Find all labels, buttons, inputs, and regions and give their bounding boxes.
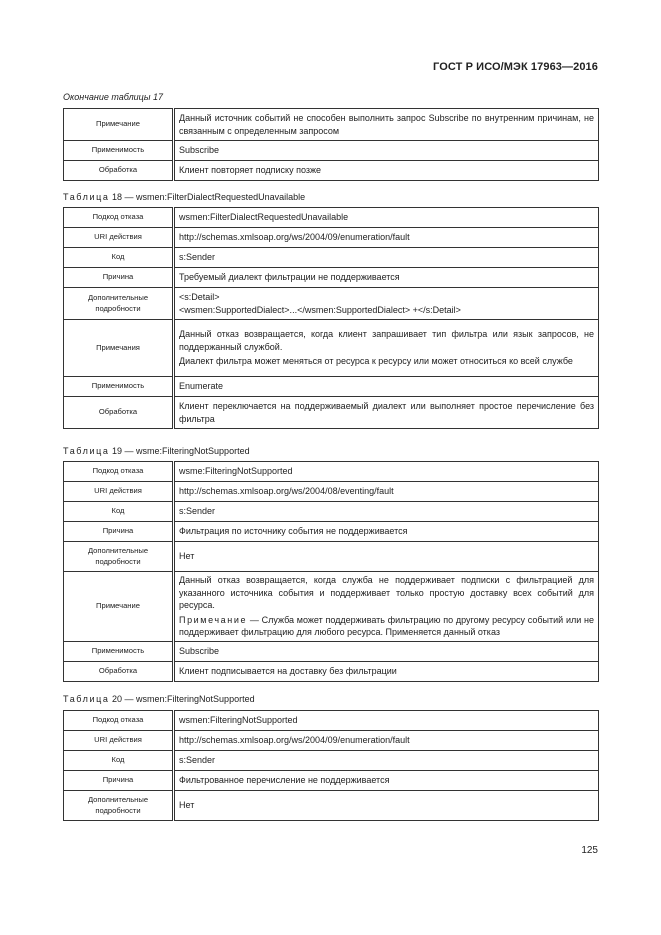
row-label: Дополнительные подробности xyxy=(64,791,174,821)
row-value: Клиент подписывается на доставку без фильтрации xyxy=(174,662,599,682)
row-value xyxy=(174,572,599,642)
row-value: s:Sender xyxy=(174,751,599,771)
table-19 xyxy=(63,461,599,682)
row-label: Причина xyxy=(64,268,174,288)
row-value: Данный источник событий не способен выполнить запрос Subscribe по внутренним причинам, не связанным с определенным запросом xyxy=(174,109,599,141)
table-row xyxy=(64,662,599,682)
row-label: Подкод отказа xyxy=(64,208,174,228)
row-label: URI действия xyxy=(64,482,174,502)
row-label: Дополнительные подробности xyxy=(64,542,174,572)
row-value: Фильтрация по источнику события не поддерживается xyxy=(174,522,599,542)
row-label: Код xyxy=(64,502,174,522)
row-value: s:Sender xyxy=(174,502,599,522)
row-label: Примечание xyxy=(64,109,174,141)
document-header: ГОСТ Р ИСО/МЭК 17963—2016 xyxy=(433,61,598,73)
row-label: Примечание xyxy=(64,572,174,642)
row-label: Подкод отказа xyxy=(64,711,174,731)
row-label: Причина xyxy=(64,771,174,791)
row-label: Подкод отказа xyxy=(64,462,174,482)
caption-text: 19 — wsme:FilteringNotSupported xyxy=(112,446,250,456)
note-word: Примечание xyxy=(179,614,248,625)
table17-caption: Окончание таблицы 17 xyxy=(63,92,163,102)
table-18 xyxy=(63,207,599,429)
row-value: wsmen:FilteringNotSupported xyxy=(174,711,599,731)
table19-caption xyxy=(63,446,250,456)
table-row xyxy=(64,161,599,181)
table-row xyxy=(64,711,599,731)
detail-line-2: <wsmen:SupportedDialect>...</wsmen:SupportedDialect> +</s:Detail> xyxy=(179,304,461,315)
table-row xyxy=(64,642,599,662)
row-label: Примечания xyxy=(64,320,174,377)
table-row xyxy=(64,228,599,248)
row-value: Требуемый диалект фильтрации не поддерживается xyxy=(174,268,599,288)
table-17 xyxy=(63,108,599,181)
note-paragraph: Данный отказ возвращается, когда служба не поддерживает подписки с фильтрацией для указанного источника события и поддерживает только простую доставку всех событий для ресурса. xyxy=(179,575,594,611)
note-paragraph-2: Диалект фильтра может меняться от ресурса к ресурсу или может относиться ко всей службе xyxy=(179,356,573,367)
row-label: Код xyxy=(64,248,174,268)
row-label: Применимость xyxy=(64,642,174,662)
row-value: wsme:FilteringNotSupported xyxy=(174,462,599,482)
table-row xyxy=(64,248,599,268)
table-row xyxy=(64,377,599,397)
table-row xyxy=(64,731,599,751)
row-label: Применимость xyxy=(64,141,174,161)
row-value: Фильтрованное перечисление не поддерживается xyxy=(174,771,599,791)
row-value: http://schemas.xmlsoap.org/ws/2004/09/enumeration/fault xyxy=(174,731,599,751)
caption-word: Таблица xyxy=(63,694,110,704)
note-text: — Служба может поддерживать фильтрацию по другому ресурсу событий или не поддерживает фильтрацию для любого ресурса. Применяется данный отказ xyxy=(179,614,594,638)
table-row xyxy=(64,482,599,502)
table-row xyxy=(64,542,599,572)
row-label: Обработка xyxy=(64,161,174,181)
table-row xyxy=(64,288,599,320)
caption-text: 20 — wsmen:FilteringNotSupported xyxy=(112,694,255,704)
table-row xyxy=(64,751,599,771)
table18-caption xyxy=(63,192,305,202)
table-row xyxy=(64,397,599,429)
table-row xyxy=(64,320,599,377)
table-row xyxy=(64,522,599,542)
note-paragraph-1: Данный отказ возвращается, когда клиент запрашивает тип фильтра или язык запросов, не поддержанный службой. xyxy=(179,329,594,352)
row-value: Клиент повторяет подписку позже xyxy=(174,161,599,181)
table-row xyxy=(64,572,599,642)
row-value: Нет xyxy=(174,542,599,572)
row-value: Клиент переключается на поддерживаемый диалект или выполняет простое перечисление без фильтра xyxy=(174,397,599,429)
caption-word: Таблица xyxy=(63,192,110,202)
caption-word: Таблица xyxy=(63,446,110,456)
row-label: Применимость xyxy=(64,377,174,397)
row-value: Subscribe xyxy=(174,141,599,161)
page-number: 125 xyxy=(581,845,598,856)
table-row xyxy=(64,109,599,141)
table-row xyxy=(64,502,599,522)
row-value: Нет xyxy=(174,791,599,821)
table20-caption xyxy=(63,694,255,704)
table-row xyxy=(64,268,599,288)
table-row xyxy=(64,141,599,161)
row-label: Обработка xyxy=(64,397,174,429)
row-label: Причина xyxy=(64,522,174,542)
row-label: Дополнительные подробности xyxy=(64,288,174,320)
row-value: http://schemas.xmlsoap.org/ws/2004/08/eventing/fault xyxy=(174,482,599,502)
table-row xyxy=(64,791,599,821)
row-value xyxy=(174,320,599,377)
row-value xyxy=(174,288,599,320)
caption-text: 18 — wsmen:FilterDialectRequestedUnavailable xyxy=(112,192,306,202)
row-label: URI действия xyxy=(64,731,174,751)
row-label: URI действия xyxy=(64,228,174,248)
row-label: Обработка xyxy=(64,662,174,682)
detail-line-1: <s:Detail> xyxy=(179,292,220,302)
row-label: Код xyxy=(64,751,174,771)
table-row xyxy=(64,208,599,228)
row-value: s:Sender xyxy=(174,248,599,268)
inline-note xyxy=(179,614,594,639)
table-row xyxy=(64,771,599,791)
row-value: Enumerate xyxy=(174,377,599,397)
table-row xyxy=(64,462,599,482)
table-20 xyxy=(63,710,599,821)
row-value: http://schemas.xmlsoap.org/ws/2004/09/enumeration/fault xyxy=(174,228,599,248)
row-value: Subscribe xyxy=(174,642,599,662)
row-value: wsmen:FilterDialectRequestedUnavailable xyxy=(174,208,599,228)
